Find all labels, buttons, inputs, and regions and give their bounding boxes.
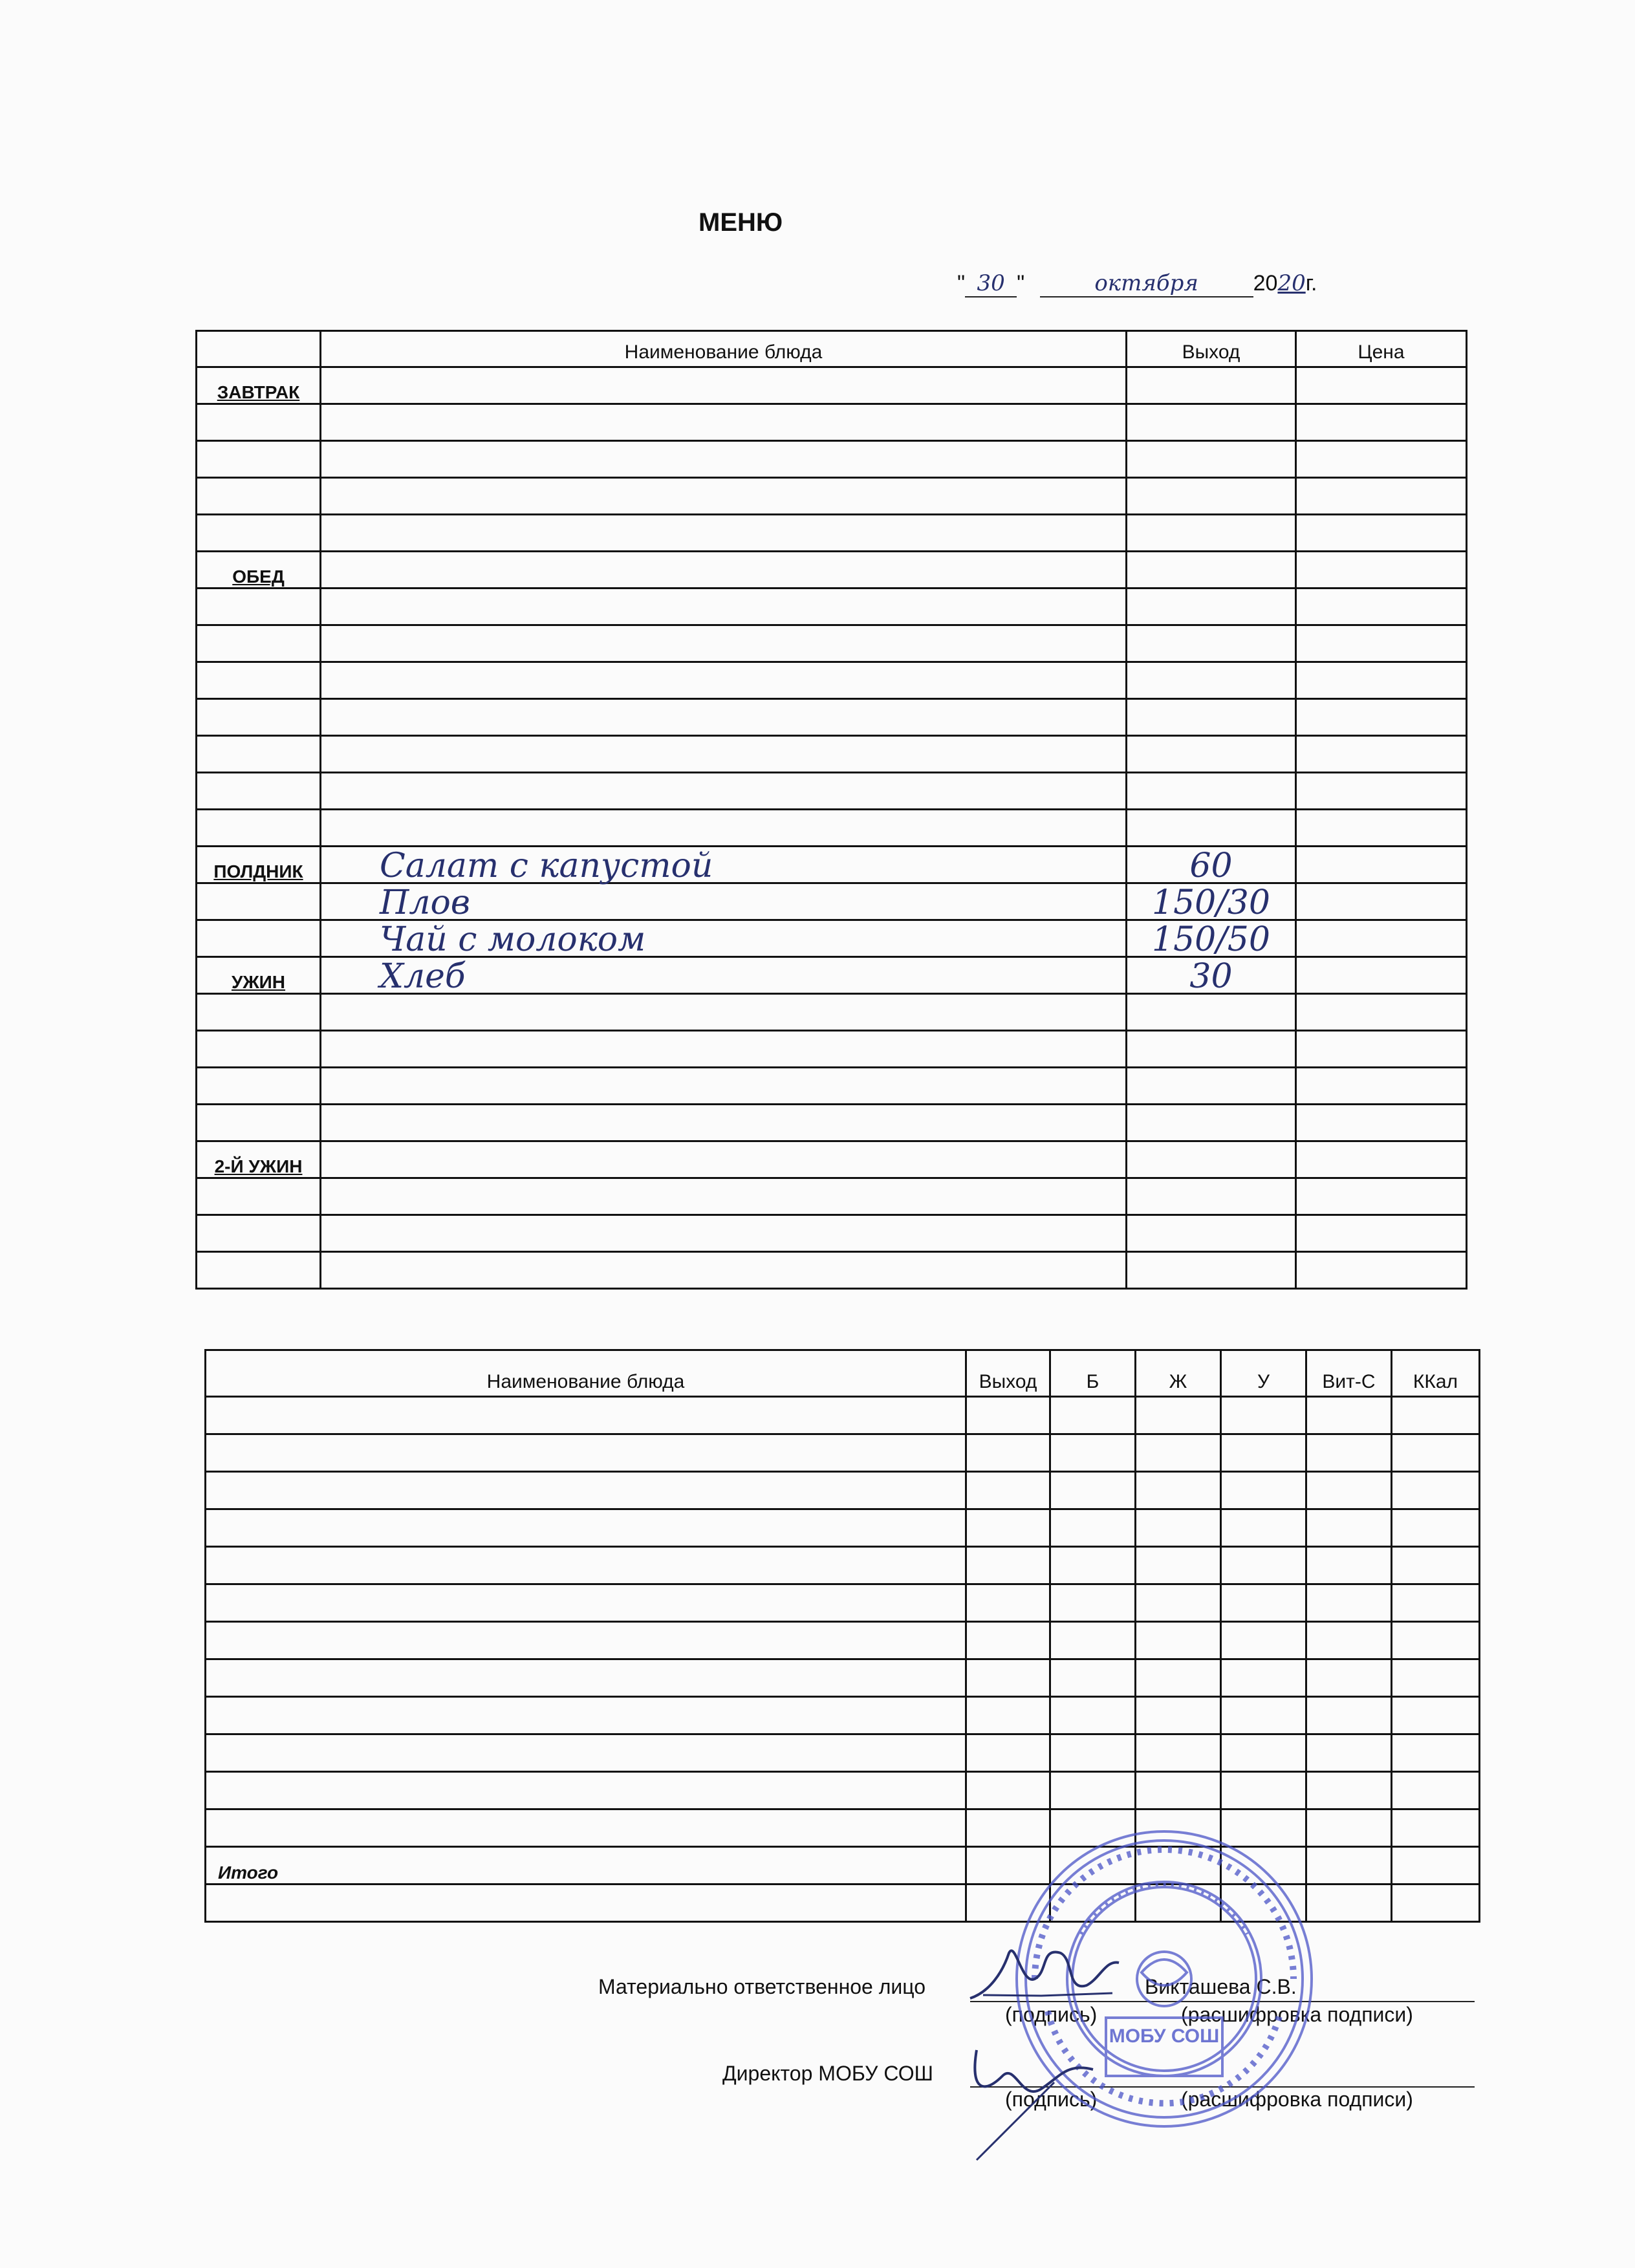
meal-label-obed: ОБЕД: [197, 552, 321, 589]
menu-item-output: 60: [1127, 847, 1296, 883]
responsible-name: Викташева С.В.: [1145, 1975, 1297, 1998]
meal-label-uzhin: УЖИН: [197, 957, 321, 994]
menu-header-output: Выход: [1127, 331, 1296, 367]
menu-header-name: Наименование блюда: [321, 331, 1127, 367]
nutrition-header-fat: Ж: [1136, 1350, 1221, 1397]
date-year-suffix: 20: [1277, 270, 1306, 296]
sign-caption-2: (подпись): [1005, 2088, 1098, 2111]
director-signature-icon: [964, 2037, 1106, 2166]
meal-label-2nd-uzhin: 2-Й УЖИН: [197, 1141, 321, 1178]
meal-label-zavtrak: ЗАВТРАК: [197, 367, 321, 404]
nutrition-header-output: Выход: [966, 1350, 1050, 1397]
responsible-label: Материально ответственное лицо: [598, 1975, 926, 1998]
date-day: 30: [965, 270, 1017, 297]
document-date: [957, 270, 1317, 297]
sign-caption: (подпись): [1005, 2003, 1098, 2026]
date-month: октября: [1040, 270, 1253, 297]
total-label: Итого: [206, 1847, 966, 1885]
menu-table: [195, 330, 1467, 1290]
nutrition-header-protein: Б: [1050, 1350, 1136, 1397]
responsible-signature-icon: [964, 1934, 1125, 2011]
decode-caption-2: (расшифровка подписи): [1181, 2088, 1413, 2111]
menu-item-name: Плов: [321, 883, 1127, 920]
menu-item-name: Чай с молоком: [321, 920, 1127, 957]
menu-item-output: 150/30: [1127, 883, 1296, 920]
meal-label-poldnik: ПОЛДНИК: [197, 847, 321, 883]
nutrition-header-name: Наименование блюда: [206, 1350, 966, 1397]
nutrition-header-kcal: ККал: [1392, 1350, 1480, 1397]
menu-item-name: Салат с капустой: [321, 847, 1127, 883]
date-close-quote: ": [1017, 271, 1025, 296]
nutrition-header-vitc: Вит-С: [1306, 1350, 1392, 1397]
date-g: г.: [1305, 271, 1317, 296]
menu-item-output: 30: [1127, 957, 1296, 994]
document-title: МЕНЮ: [698, 208, 783, 237]
nutrition-header-carbs: У: [1221, 1350, 1306, 1397]
director-label: Директор МОБУ СОШ: [722, 2062, 933, 2085]
date-open-quote: ": [957, 271, 966, 296]
menu-item-output: 150/50: [1127, 920, 1296, 957]
menu-header-price: Цена: [1296, 331, 1467, 367]
menu-item-name: Хлеб: [321, 957, 1127, 994]
date-year-prefix: 20: [1253, 271, 1278, 296]
menu-header-empty: [197, 331, 321, 367]
decode-caption: (расшифровка подписи): [1181, 2003, 1413, 2026]
seal-text: МОБУ СОШ: [1109, 2025, 1220, 2047]
